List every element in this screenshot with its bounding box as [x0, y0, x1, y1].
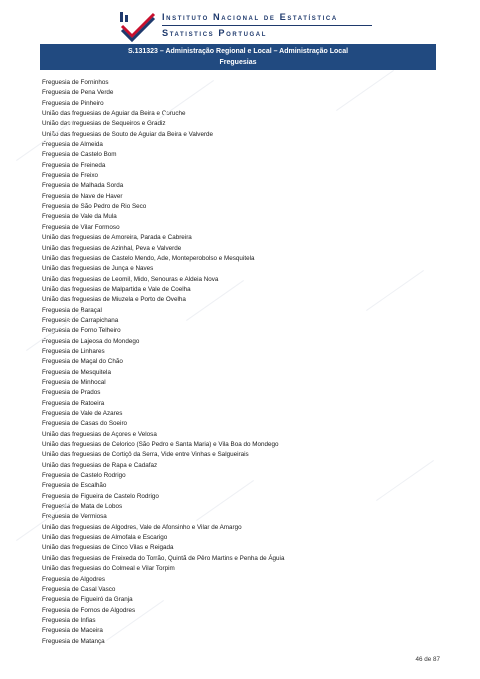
list-item: Freguesia de Carrapichana: [42, 316, 119, 324]
list-item: União das freguesias de Algodres, Vale de Afonsinho e Vilar de Amargo: [42, 523, 242, 531]
list-item: Freguesia de Figueira de Castelo Rodrigo: [42, 492, 159, 500]
list-item: Freguesia de Casas do Soeiro: [42, 420, 128, 428]
list-item: Freguesia de Almeida: [42, 141, 103, 149]
list-item: Freguesia de Vermiosa: [42, 513, 107, 521]
list-item: Freguesia de Mesquitela: [42, 368, 111, 376]
list-item: União das freguesias de Cinco Vilas e Reigada: [42, 544, 174, 552]
list-item: Freguesia de Mata de Lobos: [42, 503, 123, 511]
list-item: União das freguesias de Castelo Mendo, Ade, Monteperobolso e Mesquitela: [42, 254, 255, 262]
list-item: Freguesia de Pinheiro: [42, 99, 104, 107]
list-item: União das freguesias de Junça e Naves: [42, 265, 154, 273]
list-item: Freguesia de Castelo Rodrigo: [42, 472, 126, 480]
list-item: Freguesia de Ratoeira: [42, 399, 105, 407]
section-title: S.131323 – Administração Regional e Local – Administração Local: [127, 48, 349, 55]
list-item: Freguesia de São Pedro de Rio Seco: [42, 203, 147, 211]
list-item: Freguesia de Linhares: [42, 347, 105, 355]
list-item: União das freguesias de Freixeda do Torrão, Quintã de Pêro Martins e Penha de Águia: [42, 554, 285, 562]
list-item: União das freguesias de Leomil, Mido, Senouras e Aldeia Nova: [42, 275, 219, 283]
list-item: Freguesia de Forninhos: [42, 79, 109, 86]
logo-divider: [162, 25, 372, 26]
list-item: União das freguesias de Souto de Aguiar da Beira e Valverde: [42, 130, 214, 138]
freguesias-list: [42, 78, 442, 647]
list-item: União das freguesias de Almofala e Escarigo: [42, 534, 168, 542]
list-item: Freguesia de Vilar Formoso: [42, 223, 120, 231]
list-item: União das freguesias de Miuzela e Porto de Ovelha: [42, 296, 186, 304]
list-item: Freguesia de Forno Telheiro: [42, 327, 121, 335]
list-item: União das freguesias de Malpartida e Vale de Coelha: [42, 285, 191, 293]
section-title-bar: [40, 44, 436, 70]
list-item: Freguesia de Pena Verde: [42, 89, 114, 97]
list-item: Freguesia de Malhada Sorda: [42, 182, 124, 190]
list-item: União das freguesias de Amoreira, Parada e Cabreira: [42, 234, 192, 242]
list-item: União das freguesias de Cortiçô da Serra, Vide entre Vinhas e Salgueirais: [42, 451, 249, 459]
section-subtitle: Freguesias: [219, 59, 257, 66]
list-item: União das freguesias de Rapa e Cadafaz: [42, 461, 158, 469]
ine-logo-icon: [118, 10, 156, 42]
list-item: União das freguesias de Celorico (São Pedro e Santa Maria) e Vila Boa do Mondego: [42, 441, 279, 449]
list-item: Freguesia de Freixo: [42, 172, 98, 180]
list-item: Freguesia de Infias: [42, 616, 96, 624]
list-item: Freguesia de Castelo Bom: [42, 151, 117, 159]
list-item: Freguesia de Escalhão: [42, 482, 107, 490]
org-name: Instituto Nacional de Estatística: [162, 12, 338, 22]
list-item: Freguesia de Casal Vasco: [42, 585, 116, 593]
list-item: União das freguesias de Aguiar da Beira e Coruche: [42, 110, 186, 118]
list-item: União das freguesias de Açores e Velosa: [42, 430, 157, 438]
list-item: Freguesia de Nave de Haver: [42, 192, 123, 200]
list-item: Freguesia de Vale de Azares: [42, 410, 123, 417]
list-item: Freguesia de Vale da Mula: [42, 213, 117, 221]
list-item: União das freguesias de Azinhal, Peva e Valverde: [42, 244, 182, 252]
list-item: Freguesia de Baraçal: [42, 306, 102, 314]
page-number: 46 de 87: [415, 656, 440, 663]
list-item: União das freguesias de Sequeiros e Gradiz: [42, 120, 166, 128]
list-item: Freguesia de Freineda: [42, 161, 106, 169]
org-name-en: Statistics Portugal: [162, 28, 267, 38]
list-item: União das freguesias do Colmeal e Vilar Torpim: [42, 565, 175, 573]
list-item: Freguesia de Lajeosa do Mondego: [42, 337, 140, 345]
list-item: Freguesia de Minhocal: [42, 378, 106, 386]
list-item: Freguesia de Fornos de Algodres: [42, 606, 136, 614]
list-item: Freguesia de Algodres: [42, 575, 106, 583]
list-item: Freguesia de Maceira: [42, 627, 103, 635]
list-item: Freguesia de Maçal do Chão: [42, 358, 123, 366]
list-item: Freguesia de Prados: [42, 389, 101, 397]
list-item: Freguesia de Figueiró da Granja: [42, 596, 133, 604]
list-item: Freguesia de Matança: [42, 637, 105, 645]
ine-logo: [118, 10, 378, 42]
